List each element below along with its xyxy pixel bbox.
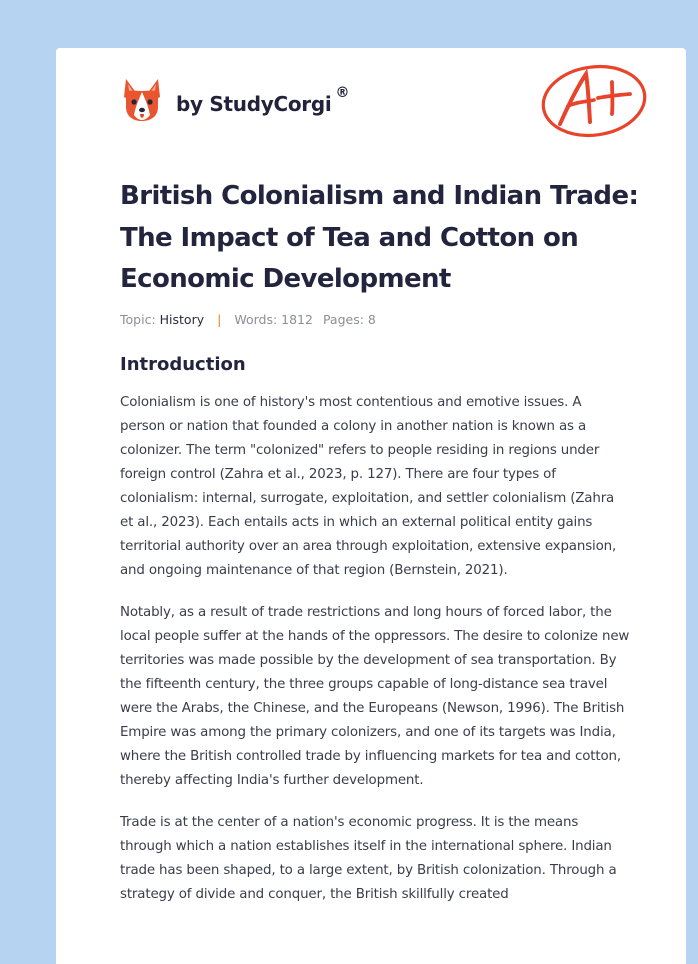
studycorgi-logo[interactable]	[122, 76, 349, 124]
registered-mark: ®	[335, 85, 350, 101]
grade-a-plus-icon	[538, 60, 650, 140]
word-count: Words: 1812	[234, 312, 313, 327]
essay-body	[120, 391, 630, 925]
document-sheet	[56, 48, 686, 964]
brand-name: by StudyCorgi	[176, 92, 332, 116]
paragraph: Notably, as a result of trade restrictions and long hours of forced labor, the local people suffer at the hands of the oppressors. The desire to colonize new territories was made possible by the development of sea transportation. By the fifteenth century, the three groups capable of long-distance sea travel were the Arabs, the Chinese, and the Europeans (Newson, 1996). The British Empire was among the primary colonizers, and one of its targets was India, where the British controlled trade by influencing markets for tea and cotton, thereby affecting India's further development.	[120, 605, 630, 788]
section-heading: Introduction	[120, 354, 246, 375]
corgi-logo-icon	[122, 77, 162, 123]
meta-separator: |	[217, 312, 222, 327]
essay-meta	[120, 312, 376, 327]
topic-label: Topic:	[120, 312, 156, 327]
paragraph: Trade is at the center of a nation's economic progress. It is the means through which a nation establishes itself in the international sphere. Indian trade has been shaped, to a large extent, by British colonization. Through a strategy of divide and conquer, the British skillfully created	[120, 815, 617, 902]
paragraph: Colonialism is one of history's most contentious and emotive issues. A person or nation that founded a colony in another nation is known as a colonizer. The term "colonized" refers to people residing in regions under foreign control (Zahra et al., 2023, p. 127). There are four types of colonialism: internal, surrogate, exploitation, and settler colonialism (Zahra et al., 2023). Each entails acts in which an external political entity gains territorial authority over an area through exploitation, extensive expansion, and ongoing maintenance of that region (Bernstein, 2021).	[120, 395, 617, 578]
essay-title: British Colonialism and Indian Trade: The Impact of Tea and Cotton on Economic Development	[120, 181, 639, 294]
page-count: Pages: 8	[322, 312, 376, 327]
topic-link[interactable]: History	[159, 312, 205, 327]
